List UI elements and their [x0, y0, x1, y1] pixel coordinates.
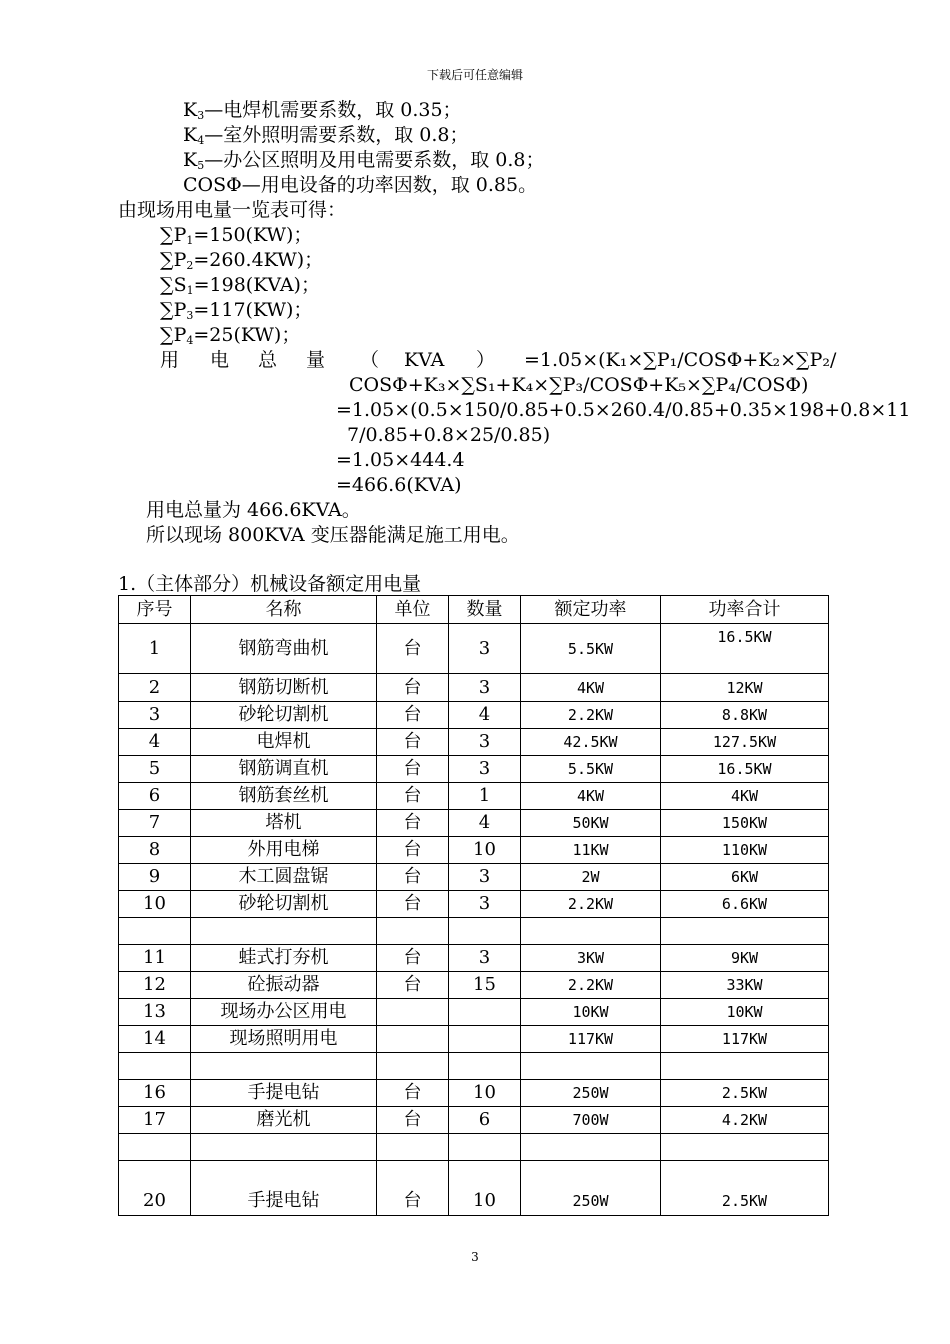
formula-calc-line1: =1.05×(0.5×150/0.85+0.5×260.4/0.85+0.35×198+0.8×11 [336, 399, 911, 421]
row-name: 木工圆盘锯 [191, 864, 377, 891]
row-index: 6 [119, 783, 191, 810]
row-total-power: 2.5KW [661, 1161, 829, 1216]
row-index: 7 [119, 810, 191, 837]
row-unit: 台 [377, 756, 449, 783]
row-unit: 台 [377, 891, 449, 918]
row-total-power [661, 1134, 829, 1161]
header-total-power: 功率合计 [661, 596, 829, 624]
row-name: 砼振动器 [191, 972, 377, 999]
row-qty: 3 [449, 624, 521, 674]
row-qty: 3 [449, 864, 521, 891]
page-header: 下载后可任意编辑 [426, 68, 523, 82]
table-row [119, 972, 829, 999]
row-qty: 3 [449, 945, 521, 972]
row-name: 钢筋调直机 [191, 756, 377, 783]
row-total-power: 6.6KW [661, 891, 829, 918]
row-rated-power: 50KW [521, 810, 661, 837]
formula-label-3: 总 [258, 349, 278, 371]
row-name: 砂轮切割机 [191, 891, 377, 918]
row-name: 手提电钻 [191, 1080, 377, 1107]
row-rated-power: 4KW [521, 783, 661, 810]
conclusion-total: 用电总量为 466.6KVA。 [146, 499, 361, 521]
row-rated-power: 117KW [521, 1026, 661, 1053]
row-rated-power: 2.2KW [521, 891, 661, 918]
row-index: 5 [119, 756, 191, 783]
formula-calc-line2: 7/0.85+0.8×25/0.85) [347, 424, 551, 446]
row-total-power: 16.5KW [661, 756, 829, 783]
sum-p1: $\sum P_1=150(KW)$； [160, 224, 313, 247]
coef-k4-line: $K_4—$室外照明需要系数，取 0.8； [183, 124, 469, 147]
formula-label-paren-open: （ [360, 349, 380, 371]
table-row [119, 729, 829, 756]
row-total-power: 2.5KW [661, 1080, 829, 1107]
row-rated-power: 2.2KW [521, 702, 661, 729]
row-qty: 6 [449, 1107, 521, 1134]
row-rated-power: 5.5KW [521, 756, 661, 783]
row-total-power [661, 1053, 829, 1080]
row-name: 现场办公区用电 [191, 999, 377, 1026]
row-name [191, 918, 377, 945]
formula-label-unit: KVA [404, 349, 445, 371]
row-qty: 10 [449, 1161, 521, 1216]
header-rated-power: 额定功率 [521, 596, 661, 624]
row-name [191, 1134, 377, 1161]
row-unit: 台 [377, 972, 449, 999]
row-index: 3 [119, 702, 191, 729]
row-unit: 台 [377, 783, 449, 810]
table-row [119, 864, 829, 891]
header-unit: 单位 [377, 596, 449, 624]
row-qty: 3 [449, 729, 521, 756]
row-total-power: 110KW [661, 837, 829, 864]
row-rated-power: 3KW [521, 945, 661, 972]
table-row [119, 918, 829, 945]
row-qty: 10 [449, 1080, 521, 1107]
row-qty [449, 1134, 521, 1161]
row-qty [449, 1026, 521, 1053]
formula-calc-line3: =1.05×444.4 [336, 449, 465, 471]
sum-p4: $\sum P_4=25(KW)$； [160, 324, 301, 347]
row-name: 蛙式打夯机 [191, 945, 377, 972]
formula-calc-line4: =466.6(KVA) [336, 474, 462, 496]
row-index: 2 [119, 674, 191, 702]
table-row [119, 945, 829, 972]
row-unit: 台 [377, 1161, 449, 1216]
row-rated-power: 4KW [521, 674, 661, 702]
row-unit [377, 999, 449, 1026]
row-total-power: 10KW [661, 999, 829, 1026]
row-rated-power: 10KW [521, 999, 661, 1026]
row-name: 磨光机 [191, 1107, 377, 1134]
row-name: 钢筋套丝机 [191, 783, 377, 810]
table-row [119, 810, 829, 837]
row-name [191, 1053, 377, 1080]
row-total-power: 16.5KW [661, 624, 829, 674]
table-row [119, 702, 829, 729]
conclusion-transformer: 所以现场 800KVA 变压器能满足施工用电。 [146, 524, 520, 546]
page-number: 3 [471, 1250, 479, 1264]
row-total-power: 33KW [661, 972, 829, 999]
row-rated-power: 2W [521, 864, 661, 891]
row-rated-power: 2.2KW [521, 972, 661, 999]
row-name: 电焊机 [191, 729, 377, 756]
row-index: 13 [119, 999, 191, 1026]
row-qty: 10 [449, 837, 521, 864]
row-index: 14 [119, 1026, 191, 1053]
row-qty: 4 [449, 702, 521, 729]
row-index: 12 [119, 972, 191, 999]
row-unit: 台 [377, 674, 449, 702]
table-row [119, 1134, 829, 1161]
row-qty [449, 999, 521, 1026]
table-row [119, 624, 829, 674]
table-row [119, 674, 829, 702]
formula-eq-line1: =1.05×(K₁×∑P₁/COSΦ+K₂×∑P₂/ [524, 349, 837, 371]
row-name: 砂轮切割机 [191, 702, 377, 729]
formula-eq-line2: COSΦ+K₃×∑S₁+K₄×∑P₃/COSΦ+K₅×∑P₄/COSΦ) [349, 374, 809, 396]
row-qty: 3 [449, 674, 521, 702]
row-name: 手提电钻 [191, 1161, 377, 1216]
coef-k5-line: $K_5—$办公区照明及用电需要系数，取 0.8； [183, 149, 545, 172]
row-index: 16 [119, 1080, 191, 1107]
row-rated-power [521, 1134, 661, 1161]
sum-s1: $\sum S_1=198(KVA)$； [160, 274, 320, 297]
formula-label-paren-close: ） [476, 349, 496, 371]
row-qty: 4 [449, 810, 521, 837]
row-index [119, 1053, 191, 1080]
row-unit: 台 [377, 945, 449, 972]
row-rated-power: 5.5KW [521, 624, 661, 674]
formula-label-4: 量 [306, 349, 326, 371]
row-index [119, 1134, 191, 1161]
row-index: 20 [119, 1161, 191, 1216]
table-row [119, 837, 829, 864]
table-row [119, 1053, 829, 1080]
row-index: 8 [119, 837, 191, 864]
row-rated-power: 42.5KW [521, 729, 661, 756]
row-qty: 1 [449, 783, 521, 810]
row-unit [377, 1134, 449, 1161]
table-row [119, 783, 829, 810]
row-index: 11 [119, 945, 191, 972]
row-qty [449, 918, 521, 945]
sum-p3: $\sum P_3=117(KW)$； [160, 299, 313, 322]
row-unit: 台 [377, 810, 449, 837]
sum-p2: $\sum P_2=260.4KW$)； [160, 249, 324, 272]
row-total-power [661, 918, 829, 945]
row-unit: 台 [377, 702, 449, 729]
coef-cos-line: COSΦ—用电设备的功率因数，取 0.85。 [183, 174, 538, 196]
row-qty [449, 1053, 521, 1080]
table-row [119, 756, 829, 783]
row-unit: 台 [377, 1080, 449, 1107]
row-total-power: 117KW [661, 1026, 829, 1053]
row-unit [377, 1026, 449, 1053]
row-index [119, 918, 191, 945]
row-rated-power: 11KW [521, 837, 661, 864]
row-unit: 台 [377, 1107, 449, 1134]
table-header-row [119, 596, 829, 624]
row-rated-power: 250W [521, 1161, 661, 1216]
row-unit: 台 [377, 729, 449, 756]
row-name: 钢筋切断机 [191, 674, 377, 702]
header-qty: 数量 [449, 596, 521, 624]
row-rated-power: 700W [521, 1107, 661, 1134]
row-qty: 3 [449, 756, 521, 783]
row-unit [377, 918, 449, 945]
header-name: 名称 [191, 596, 377, 624]
row-unit: 台 [377, 624, 449, 674]
row-rated-power [521, 918, 661, 945]
table-title: 1.（主体部分）机械设备额定用电量 [118, 573, 422, 595]
row-name: 钢筋弯曲机 [191, 624, 377, 674]
row-qty: 3 [449, 891, 521, 918]
row-index: 4 [119, 729, 191, 756]
intro-line: 由现场用电量一览表可得： [118, 199, 347, 221]
row-total-power: 8.8KW [661, 702, 829, 729]
row-unit: 台 [377, 864, 449, 891]
row-total-power: 4KW [661, 783, 829, 810]
formula-label-2: 电 [210, 349, 230, 371]
row-name: 外用电梯 [191, 837, 377, 864]
formula-label-1: 用 [160, 349, 180, 371]
row-total-power: 127.5KW [661, 729, 829, 756]
coef-k3-line: $K_3—$电焊机需要系数，取 0.35； [183, 99, 462, 122]
row-total-power: 4.2KW [661, 1107, 829, 1134]
row-total-power: 9KW [661, 945, 829, 972]
row-index: 17 [119, 1107, 191, 1134]
table-row [119, 891, 829, 918]
row-index: 9 [119, 864, 191, 891]
row-unit: 台 [377, 837, 449, 864]
row-name: 现场照明用电 [191, 1026, 377, 1053]
table-row [119, 1080, 829, 1107]
row-rated-power [521, 1053, 661, 1080]
row-index: 1 [119, 624, 191, 674]
row-qty: 15 [449, 972, 521, 999]
row-index: 10 [119, 891, 191, 918]
row-name: 塔机 [191, 810, 377, 837]
equipment-table [118, 595, 829, 1216]
header-index: 序号 [119, 596, 191, 624]
row-total-power: 6KW [661, 864, 829, 891]
row-unit [377, 1053, 449, 1080]
table-row [119, 1161, 829, 1216]
row-total-power: 150KW [661, 810, 829, 837]
table-row [119, 999, 829, 1026]
row-total-power: 12KW [661, 674, 829, 702]
table-row [119, 1026, 829, 1053]
table-row [119, 1107, 829, 1134]
row-rated-power: 250W [521, 1080, 661, 1107]
